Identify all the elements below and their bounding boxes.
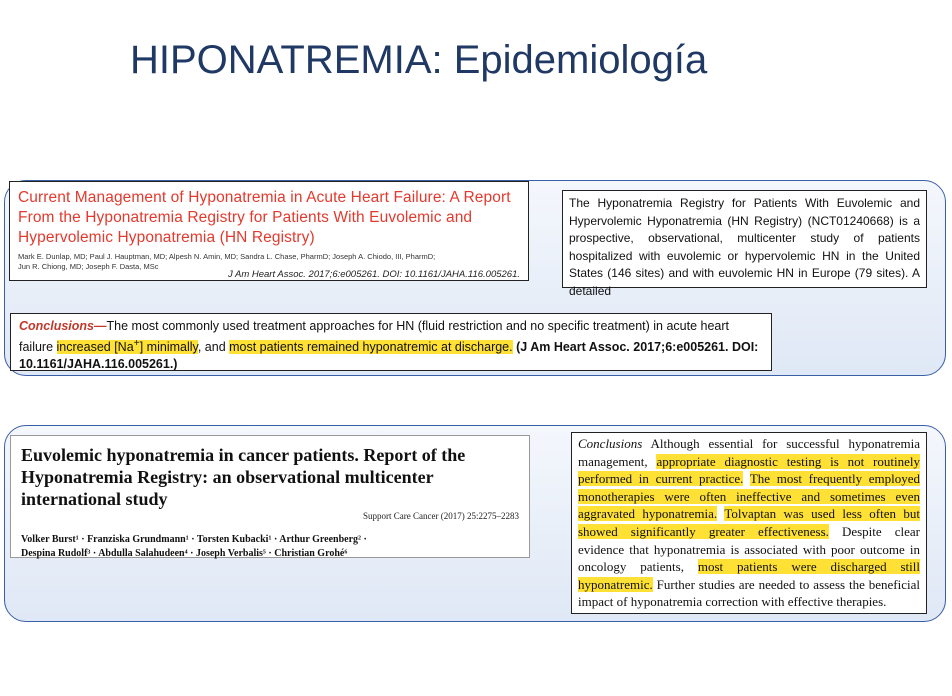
paper1-conclusions-text1: The most commonly used treatment approaches for HN (fluid restriction and no specific treatment) in acute heart failure [19, 319, 730, 355]
paper2-conclusions [571, 432, 927, 614]
slide-title: HIPONATREMIA: Epidemiología [130, 38, 708, 82]
paper1-citation: J Am Heart Assoc. 2017;6:e005261. DOI: 10.1161/JAHA.116.005261. [227, 269, 520, 280]
paper2-highlight-discharged: most patients were discharged still hyponatremic. [578, 559, 920, 592]
paper1-highlight-sodium [57, 340, 198, 354]
paper1-conclusions-citation: (J Am Heart Assoc. 2017;6:e005261. DOI: 10.1161/JAHA.116.005261.) [19, 340, 759, 372]
paper1-highlight-discharge: most patients remained hyponatremic at discharge. [229, 340, 513, 355]
paper1-conclusions-text2: , and [197, 340, 230, 355]
paper2-authors [21, 533, 519, 561]
paper2-authors-line1 [21, 533, 519, 547]
paper1-conclusions [10, 313, 772, 371]
paper2-conclusions-text5: Further studies are needed to assess the beneficial impact of hyponatremia correction with effective therapies. [578, 576, 920, 610]
paper2-authors-line2: Despina Rudolf³ · Abdulla Salahudeen⁴ · Joseph Verbalis⁵ · Christian Grohé⁶ [21, 548, 348, 559]
paper1-authors-line2: Jun R. Chiong, MD; Joseph F. Dasta, MSc [18, 262, 159, 271]
paper2-conclusions-text2 [743, 471, 749, 486]
paper1-conclusions-label: Conclusions— [19, 319, 107, 333]
paper2-authors-line1-text: Volker Burst¹ · Franziska Grundmann¹ · Torsten Kubacki¹ · Arthur Greenberg² · [21, 534, 367, 545]
paper1-authors-line1: Mark E. Dunlap, MD; Paul J. Hauptman, MD; Alpesh N. Amin, MD; Sandra L. Chase, PharmD; Joseph A. Chiodo, III, PharmD; [18, 252, 436, 261]
paper2-citation: Support Care Cancer (2017) 25:2275–2283 [363, 511, 519, 521]
paper2-highlight-diagnostic: appropriate diagnostic testing is not routinely performed in current practice. [578, 453, 920, 487]
paper1-highlight-sodium-sup: + [133, 338, 140, 349]
paper2-header-card [10, 435, 530, 558]
paper2-conclusions-text4: Despite clear evidence that hyponatremia is associated with poor outcome in oncology patients, [578, 523, 920, 575]
paper2-highlight-tolvaptan: Tolvaptan was used less often but showed significantly greater effectiveness. [578, 506, 921, 539]
paper1-highlight-sodium-a: increased [Na [56, 340, 134, 355]
paper2-conclusions-label: Conclusions [578, 436, 643, 451]
paper1-title: Current Management of Hyponatremia in Acute Heart Failure: A Report From the Hyponatremia Registry for Patients With Euvolemic and Hypervolemic Hyponatremia (HN Registry) [18, 189, 511, 246]
paper1-highlight-sodium-b: ] minimally [139, 340, 198, 355]
paper1-header-card [9, 181, 529, 281]
paper2-conclusions-text1: Although essential for successful hyponatremia management, [578, 436, 920, 469]
paper2-title: Euvolemic hyponatremia in cancer patients. Report of the Hyponatremia Registry: an observational multicenter international study [21, 445, 466, 509]
paper2-highlight-monotherapies: The most frequently employed monotherapies were often ineffective and sometimes even aggravated hyponatremia. [578, 471, 920, 522]
paper1-abstract: The Hyponatremia Registry for Patients With Euvolemic and Hypervolemic Hyponatremia (HN Registry) (NCT01240668) is a prospective, observational, multicenter study of patients hospitalized with euvolemic or hypervolemic HN in the United States (146 sites) and with euvolemic HN in Europe (79 sites). A detailed [562, 190, 927, 288]
